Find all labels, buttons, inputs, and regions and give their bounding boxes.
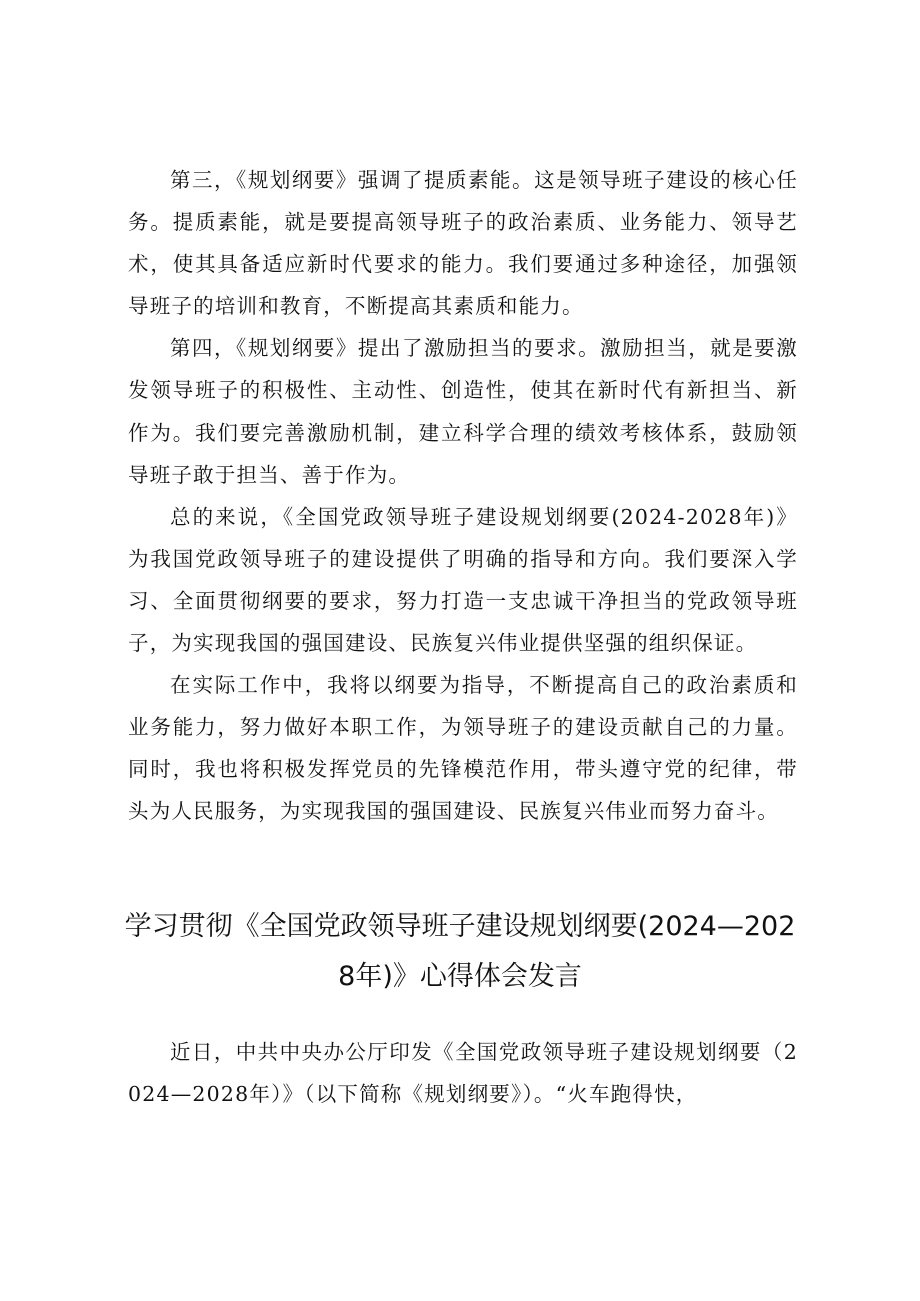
paragraph-practice: 在实际工作中，我将以纲要为指导，不断提高自己的政治素质和业务能力，努力做好本职工作，为领导班子的建设贡献自己的力量。同时，我也将积极发挥党员的先锋模范作用，带头遵守党的纪律，带头为人民服务，为实现我国的强国建设、民族复兴伟业而努力奋斗。 bbox=[128, 673, 798, 824]
paragraph-third-point: 第三，《规划纲要》强调了提质素能。这是领导班子建设的核心任务。提质素能，就是要提高领导班子的政治素质、业务能力、领导艺术，使其具备适应新时代要求的能力。我们要通过多种途径，加强领导班子的培训和教育，不断提高其素质和能力。 bbox=[128, 168, 798, 319]
body-section-top bbox=[128, 159, 798, 833]
body-section-bottom bbox=[128, 1031, 798, 1115]
article-heading: 学习贯彻《全国党政领导班子建设规划纲要(2024—2028年)》心得体会发言 bbox=[124, 911, 796, 992]
paragraph-summary: 总的来说，《全国党政领导班子建设规划纲要(2024-2028年)》为我国党政领导班子的建设提供了明确的指导和方向。我们要深入学习、全面贯彻纲要的要求，努力打造一支忠诚干净担当的党政领导班子，为实现我国的强国建设、民族复兴伟业提供坚强的组织保证。 bbox=[128, 504, 798, 656]
paragraph-fourth-point: 第四，《规划纲要》提出了激励担当的要求。激励担当，就是要激发领导班子的积极性、主动性、创造性，使其在新时代有新担当、新作为。我们要完善激励机制，建立科学合理的绩效考核体系，鼓励领导班子敢于担当、善于作为。 bbox=[128, 336, 798, 487]
paragraph-intro: 近日，中共中央办公厅印发《全国党政领导班子建设规划纲要（2024—2028年）》（以下简称《规划纲要》）。“火车跑得快， bbox=[128, 1040, 798, 1107]
